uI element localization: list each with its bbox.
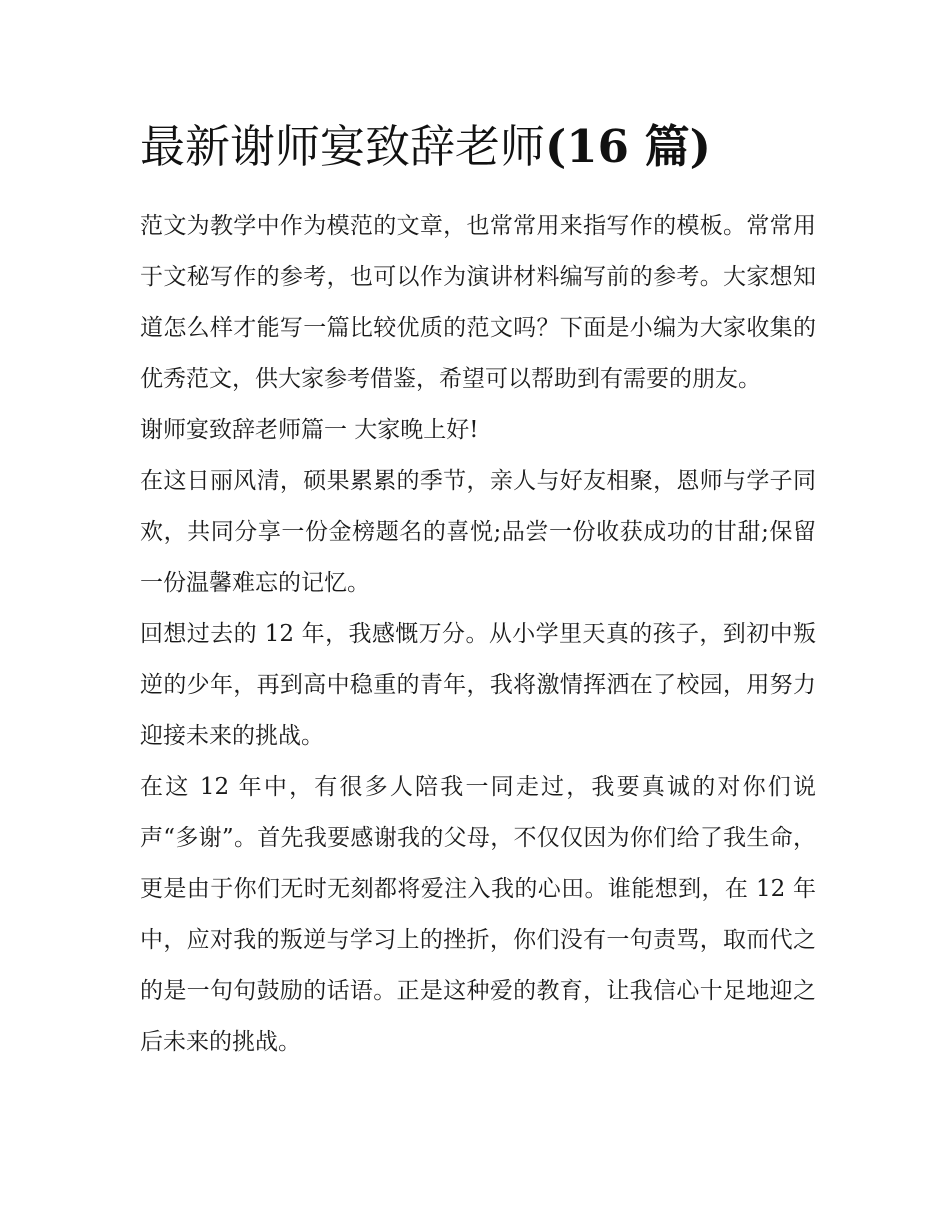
section-heading-paragraph: 谢师宴致辞老师篇一 大家晚上好! (140, 417, 479, 443)
intro-paragraph: 范文为教学中作为模范的文章，也常常用来指写作的模板。常常用于文秘写作的参考，也可以作为演讲材料编写前的参考。大家想知道怎么样才能写一篇比较优质的范文吗？下面是小编为大家收集的优秀范文，供大家参考借鉴，希望可以帮助到有需要的朋友。 (140, 213, 816, 392)
body-paragraph: 在这 12 年中，有很多人陪我一同走过，我要真诚的对你们说声“多谢”。首先我要感谢我的父母，不仅仅因为你们给了我生命，更是由于你们无时无刻都将爱注入我的心田。谁能想到，在 12 年中，应对我的叛逆与学习上的挫折，你们没有一句责骂，取而代之的是一句句鼓励的话语。正是这种爱的教育，让我信心十足地迎之后未来的挑战。 (140, 774, 816, 1055)
document-title-main: 最新谢师宴致辞老师 (140, 120, 546, 173)
document-title (140, 112, 816, 182)
body-paragraph: 回想过去的 12 年，我感慨万分。从小学里天真的孩子，到初中叛逆的少年，再到高中稳重的青年，我将激情挥洒在了校园，用努力迎接未来的挑战。 (140, 621, 816, 749)
document-title-count: (16 篇) (545, 120, 711, 173)
document-body (140, 201, 816, 1068)
body-paragraph: 在这日丽风清，硕果累累的季节，亲人与好友相聚，恩师与学子同欢，共同分享一份金榜题名的喜悦;品尝一份收获成功的甘甜;保留一份温馨难忘的记忆。 (140, 468, 816, 596)
document-content (140, 112, 816, 1068)
